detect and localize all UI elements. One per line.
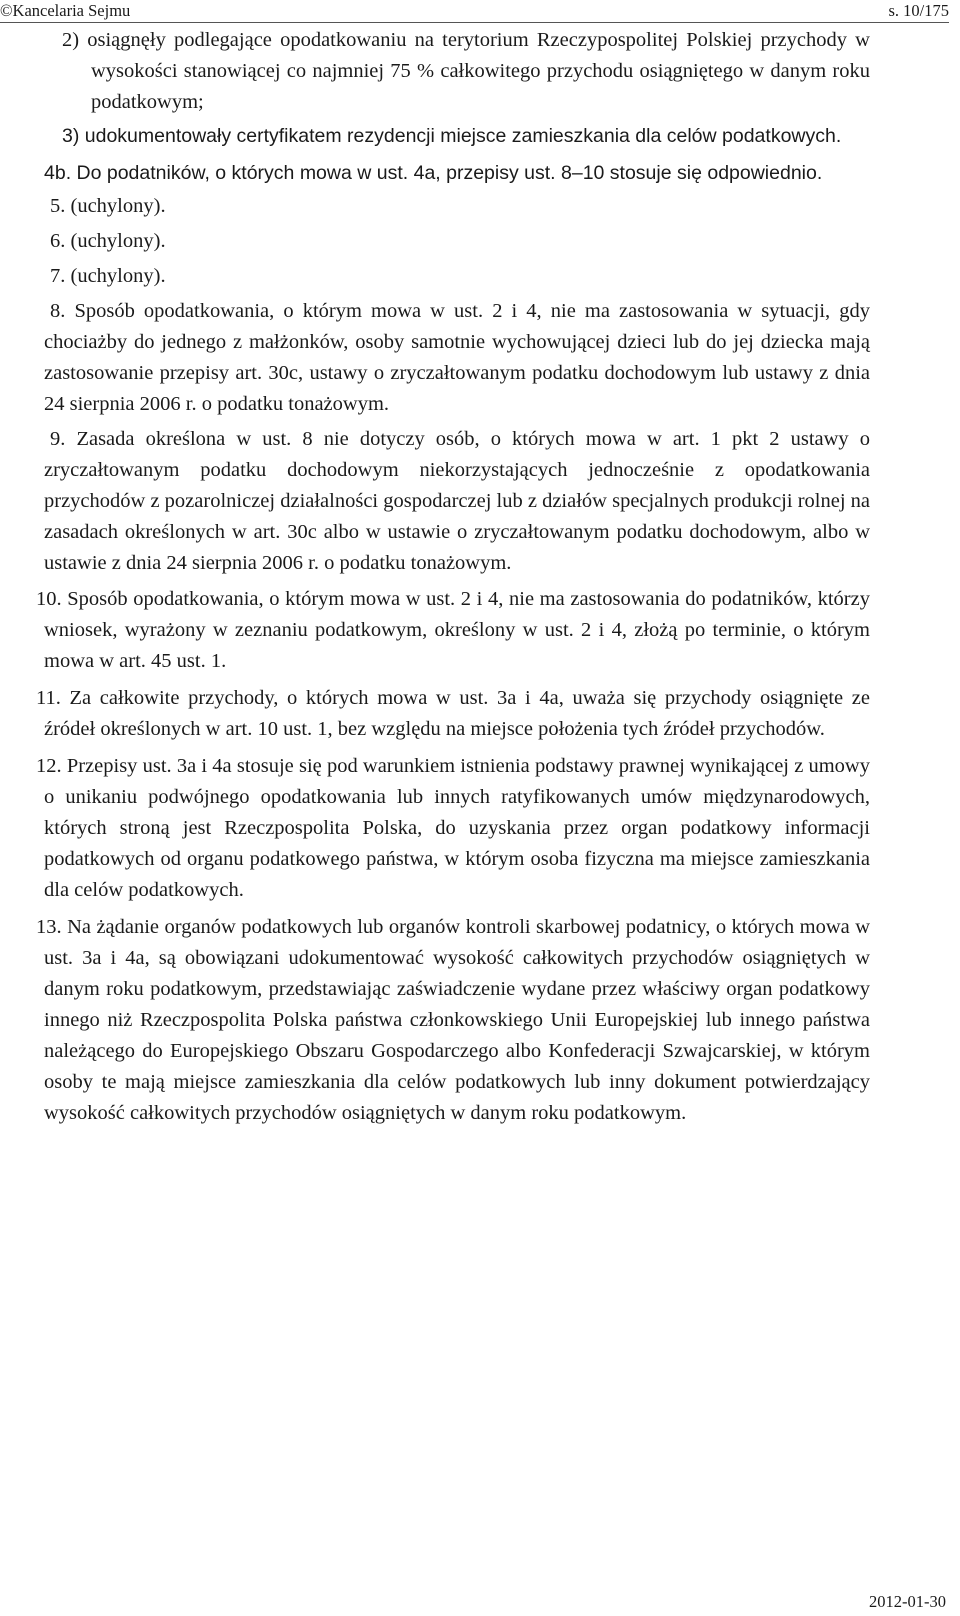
section-5: 5. (uchylony). — [50, 195, 166, 217]
section-12: 12. Przepisy ust. 3a i 4a stosuje się pod warunkiem istnienia podstawy prawnej wynikającej z umowy o unikaniu podwójnego opodatkowania lub innych ratyfikowanych umów międzynarodowych, których stroną jest Rzeczpospolita Polska, do uzyskania przez organ podatkowy informacji podatkowych od organu podatkowego państwa, w którym osoba fizyczna ma miejsce zamieszkania dla celów podatkowych. — [36, 755, 870, 901]
section-10: 10. Sposób opodatkowania, o którym mowa w ust. 2 i 4, nie ma zastosowania do podatników, którzy wniosek, wyrażony w zeznaniu podatkowym, określony w ust. 2 i 4, złożą po terminie, o którym mowa w art. 45 ust. 1. — [36, 588, 870, 672]
copyright-label: ©Kancelaria Sejmu — [0, 1, 131, 20]
section-11: 11. Za całkowite przychody, o których mowa w ust. 3a i 4a, uważa się przychody osiągnięte ze źródeł określonych w art. 10 ust. 1, bez względu na miejsce położenia tych źródeł przychodów. — [36, 687, 870, 740]
point-2: 2) osiągnęły podlegające opodatkowaniu na terytorium Rzeczypospolitej Polskiej przychody w wysokości stanowiącej co najmniej 75 % całkowitego przychodu osiągniętego w danym roku podatkowym; — [62, 29, 870, 113]
section-6: 6. (uchylony). — [50, 230, 166, 252]
page-header — [0, 0, 960, 22]
section-13: 13. Na żądanie organów podatkowych lub organów kontroli skarbowej podatnicy, o których mowa w ust. 3a i 4a, są obowiązani udokumentować wysokość całkowitych przychodów osiągniętych w danym roku podatkowym, przedstawiając zaświadczenie wydane przez właściwy organ podatkowy innego niż Rzeczpospolita Polska państwa członkowskiego Unii Europejskiej lub innego państwa należącego do Europejskiego Obszaru Gospodarczego albo Konfederacji Szwajcarskiej, w którym osoby te mają miejsce zamieszkania dla celów podatkowych lub inny dokument potwierdzający wysokość całkowitych przychodów osiągniętych w danym roku podatkowym. — [36, 916, 870, 1124]
page-number: s. 10/175 — [888, 1, 949, 20]
point-3: 3) udokumentowały certyfikatem rezydencji miejsce zamieszkania dla celów podatkowych. — [62, 125, 842, 147]
header-divider — [0, 22, 949, 23]
page-footer — [0, 1588, 960, 1616]
section-8: 8. Sposób opodatkowania, o którym mowa w ust. 2 i 4, nie ma zastosowania w sytuacji, gdy chociażby do jednego z małżonków, osoby samotnie wychowującej dzieci lub do jej dziecka mają zastosowanie przepisy art. 30c, ustawy o zryczałtowanym podatku dochodowym lub ustawy z dnia 24 sierpnia 2006 r. o podatku tonażowym. — [44, 300, 870, 415]
section-9: 9. Zasada określona w ust. 8 nie dotyczy osób, o których mowa w art. 1 pkt 2 ustawy o zryczałtowanym podatku dochodowym niekorzystających jednocześnie z opodatkowania przychodów z pozarolniczej działalności gospodarczej lub z działów specjalnych produkcji rolnej na zasadach określonych w art. 30c albo w ustawie o zryczałtowanym podatku dochodowym, albo w ustawie z dnia 24 sierpnia 2006 r. o podatku tonażowym. — [44, 428, 870, 574]
section-7: 7. (uchylony). — [50, 265, 166, 287]
section-4b: 4b. Do podatników, o których mowa w ust. 4a, przepisy ust. 8–10 stosuje się odpowiednio. — [44, 162, 823, 184]
document-date: 2012-01-30 — [869, 1592, 946, 1611]
document-body — [36, 25, 870, 1129]
